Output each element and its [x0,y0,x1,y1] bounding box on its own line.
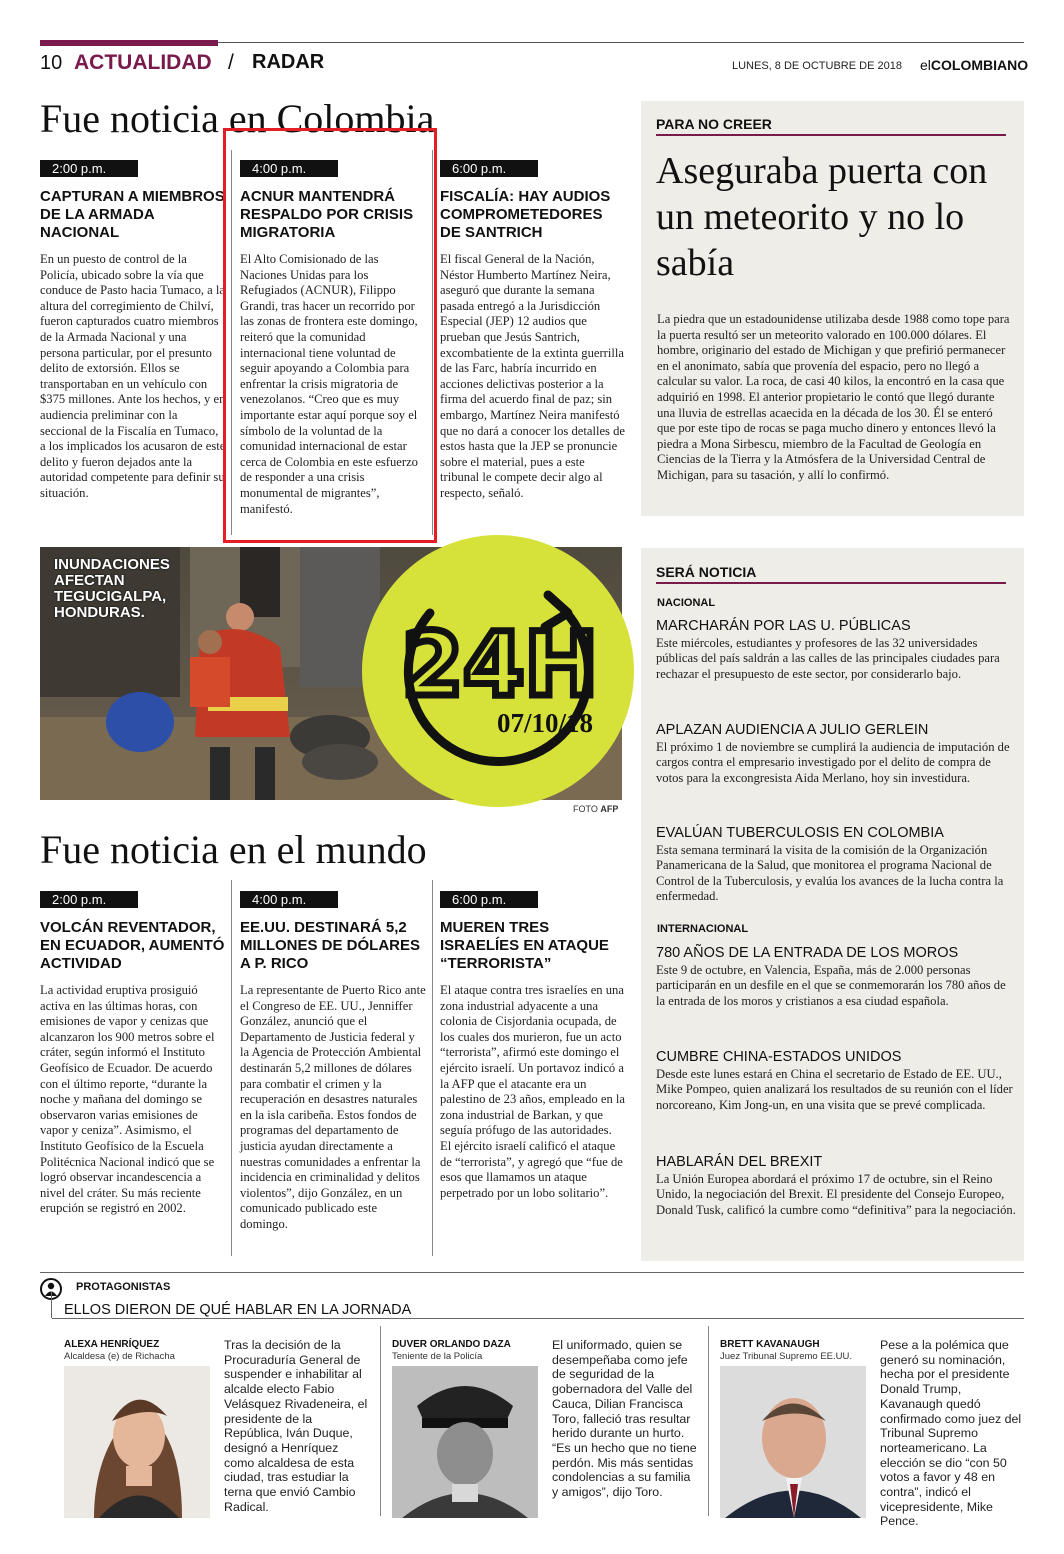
internacional-label: INTERNACIONAL [657,923,749,935]
panel-accent-rule [656,582,1006,584]
item-body: La Unión Europea abordará el próximo 17 de octubre, sin el Reino Unido, la negociación del Brexit. El presidente del Consejo Europeo, Donald Tusk, calificó la cumbre como “definitiva” para la negociación. [656,1172,1016,1217]
nacional-label: NACIONAL [657,597,716,609]
mundo-news-2 [240,889,426,1233]
mundo-section-title: Fue noticia en el mundo [40,827,427,872]
highlight-box [223,128,437,543]
sera-noticia-item [656,944,1016,1009]
protagonist-text: El uniformado, quien se desempeñaba como jefe de seguridad de la gobernadora del Valle del Cauca, Dilian Francisca Toro, falleció tras resultar herido durante un hurto. “Es un hecho que no tiene perdón. Mis más sentidas condolencias a su familia y amigos”, dijo Toro. [552,1338,697,1500]
section-separator: / [228,51,234,74]
news-body: La actividad eruptiva prosiguió activa en las últimas horas, con emisiones de vapor y cenizas que alcanzaron los 900 metros sobre el cráter, según informó el Instituto Geofísico de Ecuador. De acuerdo con el último reporte, “durante la noche y mañana del domingo se observaron varias emisiones de vapor y ceniza”. Asimismo, el Instituto Geofísico de la Escuela Politécnica Nacional indicó que se logró observar incandescencia a nivel del cráter. Su más reciente erupción se registró en 2002. [40,983,215,1216]
mundo-news-3 [440,889,626,1201]
subsection-name: RADAR [252,51,325,73]
item-headline: APLAZAN AUDIENCIA A JULIO GERLEIN [656,722,929,738]
item-body: Esta semana terminará la visita de la comisión de la Organización Panamericana de la Salud, que monitorea el programa Nacional de Control de la Tuberculosis, y evalúa los avances de la lucha contra la enfermedad. [656,843,1004,904]
sera-noticia-item [656,617,1016,682]
credit-prefix: FOTO [573,804,598,814]
masthead-accent-bar [40,40,218,46]
issue-date: LUNES, 8 DE OCTUBRE DE 2018 [732,60,902,72]
caption-line: INUNDACIONES [54,556,170,573]
protagonist-separator [708,1326,709,1516]
news-body: La representante de Puerto Rico ante el Congreso de EE. UU., Jenniffer González, anunció que el Departamento de Justicia federal y la Agencia de Protección Ambiental destinarán 5,2 millones de dólares para combatir el crimen y la recuperación en desastres naturales en la isla caribeña. Estos fondos de programas del departamento de justicia ayudan directamente a nuestras comunidades a enfrentar la incidencia en criminalidad y delitos violentos”, dijo González, en un comunicado publicado este domingo. [240,983,426,1231]
colombia-news-3 [440,158,626,502]
page-number: 10 [40,52,63,74]
caption-line: AFECTAN [54,572,125,589]
column-rule [432,880,433,1256]
protagonist-role: Teniente de la Policía [392,1351,483,1362]
protagonistas-subtitle: ELLOS DIERON DE QUÉ HABLAR EN LA JORNADA [64,1302,412,1318]
caption-line: TEGUCIGALPA, [54,588,167,605]
caption-line: HONDURAS. [54,604,145,621]
news-body: El Alto Comisionado de las Naciones Unidas para los Refugiados (ACNUR), Filippo Grandi, tras hacer un recorrido por las zonas de frontera este domingo, reiteró que la comunidad internacional tiene voluntad de seguir apoyando a Colombia para enfrentar la crisis migratoria de venezolanos. “Creo que es muy importante estar aquí porque soy el símbolo de la voluntad de la comunidad internacional de estar cerca de Colombia en este esfuerzo de responder a una crisis monumental de migrantes”, manifestó. [240,252,418,516]
protagonist-role: Juez Tribunal Supremo EE.UU. [720,1351,853,1362]
news-headline: MUEREN TRES ISRAELÍES EN ATAQUE “TERRORISTA” [440,919,609,972]
photo-caption [54,557,170,621]
news-time: 6:00 p.m. [440,160,538,177]
news-headline: CAPTURAN A MIEMBROS DE LA ARMADA NACIONAL [40,188,225,241]
credit-source: AFP [600,804,619,814]
newspaper-brand [920,57,1028,73]
protagonistas-label: PROTAGONISTAS [76,1281,171,1293]
para-no-creer-body: La piedra que un estadounidense utilizaba desde 1988 como tope para la puerta resultó ser un meteorito valorado en 100.000 dólares. El hombre, originario del estado de Michigan y que prefirió permanecer en el anonimato, sabía que provenía del espacio, pero no llegó a calcular su valor. La roca, de casi 40 kilos, la encontró en la casa que adquirió en 1998. El anterior propietario le contó que llegó durante una lluvia de estrellas acaecida en la década de los 30. Él se enteró que por este tipo de rocas se paga mucho dinero y entonces llevó la piedra a Mona Sirbescu, miembro de la Facultad de Geología en Ciencias de la Tierra y la Atmósfera de la Universidad Central de Michigan, para su tasación, y allí lo confirmó. [657,312,1010,482]
protagonistas-top-rule [40,1272,1024,1273]
protagonist-photo [720,1366,866,1518]
item-body: Este miércoles, estudiantes y profesores de las 32 universidades públicas del país saldrán a las calles de las principales ciudades para rechazar el presupuesto de este sector, por considerarlo bajo. [656,636,1000,681]
sera-noticia-item [656,721,1016,786]
protagonist-role: Alcaldesa (e) de Richacha [64,1351,175,1362]
sera-noticia-label: SERÁ NOTICIA [656,564,757,580]
section-name: ACTUALIDAD [74,51,212,74]
24h-badge [360,533,636,809]
mundo-news-1 [40,889,226,1217]
colombia-news-1 [40,158,226,502]
para-no-creer-title: Aseguraba puerta con un meteorito y no lo sabía [656,150,988,284]
column-rule [231,880,232,1256]
news-body: El ataque contra tres israelíes en una zona industrial adyacente a una colonia de Cisjordania ocupada, de los cuales dos murieron, fue un acto “terrorista”, afirmó este domingo el ejército israelí. Un portavoz indicó a la AFP que el atacante era un palestino de 23 años, empleado en la zona industrial de Barkan, y que seguía prófugo de las autoridades. El ejército israelí calificó el ataque de “terrorista”, y agregó que “fue de esos que llamamos un ataque perpetrado por un lobo solitario”. [440,983,626,1200]
news-body: El fiscal General de la Nación, Néstor Humberto Martínez Neira, aseguró que durante la semana pasada entregó a la Jurisdicción Especial (JEP) 12 audios que prueban que Jesús Santrich, excombatiente de la extinta guerrilla de las Farc, habría incurrido en acciones delictivas posterior a la firma del acuerdo final de paz; sin embargo, Martínez Neira manifestó que no dará a conocer los detalles de estos hasta que la JEP se pronuncie sobre el material, pues a este tribunal le compete decir algo al respecto, señaló. [440,252,625,500]
protagonist-photo [392,1366,538,1518]
news-time: 2:00 p.m. [40,160,138,177]
portrait-illustration [720,1366,866,1518]
protagonist-text: Pese a la polémica que generó su nominación, hecha por el presidente Donald Trump, Kavanaugh quedó confirmado como juez del Tribunal Supremo norteamericano. La elección se dio “con 50 votos a favor y 48 en contra”, indicó el vicepresidente, Mike Pence. [880,1338,1022,1529]
item-body: Este 9 de octubre, en Valencia, España, más de 2.000 personas participarán en un desfile en el que se conmemorarán los 780 años de la entrada de los moros y cristianos a esa ciudad española. [656,963,1006,1008]
brand-prefix: el [920,57,931,73]
news-headline: FISCALÍA: HAY AUDIOS COMPROMETEDORES DE SANTRICH [440,188,611,241]
protagonist-name: DUVER ORLANDO DAZA [392,1339,511,1350]
panel-accent-rule [656,134,1006,136]
protagonist-name: BRETT KAVANAUGH [720,1339,820,1350]
protagonistas-rule [52,1318,1024,1319]
news-headline: VOLCÁN REVENTADOR, EN ECUADOR, AUMENTÓ ACTIVIDAD [40,919,225,972]
news-time: 4:00 p.m. [240,891,338,908]
portrait-illustration [64,1366,210,1518]
item-headline: MARCHARÁN POR LAS U. PÚBLICAS [656,618,911,634]
item-headline: HABLARÁN DEL BREXIT [656,1154,823,1170]
sera-noticia-item [656,1048,1016,1113]
protagonist-separator [380,1326,381,1516]
sera-noticia-item [656,1153,1016,1218]
protagonist-name: ALEXA HENRÍQUEZ [64,1339,160,1350]
brand-name: COLOMBIANO [930,57,1029,73]
news-time: 4:00 p.m. [240,160,338,177]
badge-date: 07/10/18 [497,708,594,738]
item-headline: EVALÚAN TUBERCULOSIS EN COLOMBIA [656,825,944,841]
item-headline: CUMBRE CHINA-ESTADOS UNIDOS [656,1049,902,1065]
colombia-section-title: Fue noticia en Colombia [40,96,435,141]
news-body: En un puesto de control de la Policía, ubicado sobre la vía que conduce de Pasto hacia Tumaco, a la altura del corregimiento de Chilví, fueron capturados cuatro miembros de la Armada Nacional y una persona particular, por el presunto delito de extorsión. Ellos se transportaban en un vehículo con $375 millones. Ante los hechos, y en audiencia preliminar con la seccional de la Fiscalía en Tumaco, a los implicados los acusaron de este delito y fueron dejados ante la autoridad competente para definir su situación. [40,252,226,500]
item-headline: 780 AÑOS DE LA ENTRADA DE LOS MOROS [656,945,959,961]
news-headline: EE.UU. DESTINARÁ 5,2 MILLONES DE DÓLARES A P. RICO [240,919,421,972]
protagonist-text: Tras la decisión de la Procuraduría General de suspender e inhabilitar al alcalde electo Fabio Velásquez Rivadeneira, el presidente de la República, Iván Duque, designó a Henríquez como alcaldesa de esta ciudad, tras estudiar la terna que envió Cambio Radical. [224,1338,368,1514]
news-headline: ACNUR MANTENDRÁ RESPALDO POR CRISIS MIGRATORIA [240,188,414,241]
para-no-creer-label: PARA NO CREER [656,116,772,132]
protagonist-photo [64,1366,210,1518]
masthead-rule [218,42,1024,43]
news-time: 6:00 p.m. [440,891,538,908]
portrait-illustration [392,1366,538,1518]
item-body: El próximo 1 de noviembre se cumplirá la audiencia de imputación de cargos contra el empresario investigado por el delito de compra de votos para la excongresista Aida Merlano, hoy sin investidura. [656,740,1010,785]
badge-text: 24H [401,613,599,716]
news-time: 2:00 p.m. [40,891,138,908]
sera-noticia-item [656,824,1016,905]
item-body: Desde este lunes estará en China el secretario de Estado de EE. UU., Mike Pompeo, quien analizará los resultados de su reunión con el líder norcoreano, Kim Jong-un, en una visita que se prevé complicada. [656,1067,1013,1112]
protagonistas-vertical-rule [51,1292,52,1318]
